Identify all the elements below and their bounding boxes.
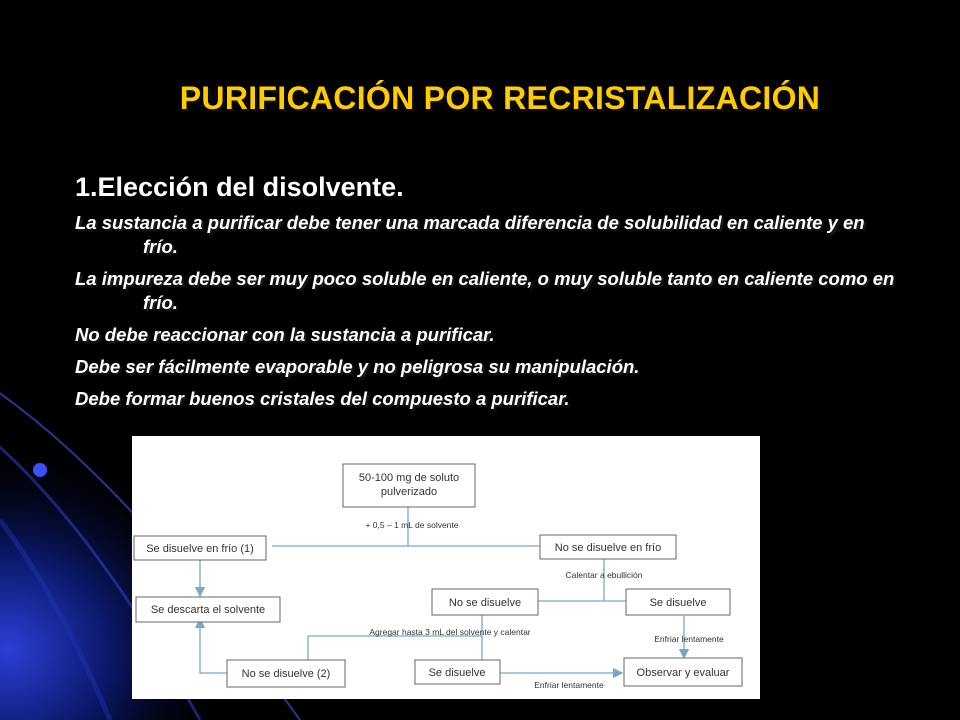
- flow-start-line1: 50-100 mg de soluto: [358, 472, 460, 484]
- flow-heat-boil: Calentar a ebullición: [565, 570, 643, 580]
- flowchart-image: [132, 436, 760, 699]
- flow-not-dissolves: No se disuelve: [448, 597, 522, 609]
- flow-add-solvent: + 0,5 – 1 mL de solvente: [365, 520, 459, 530]
- flow-discard-solvent: Se descarta el solvente: [150, 604, 266, 616]
- flow-observe: Observar y evaluar: [636, 667, 730, 679]
- bullet-dot: [33, 463, 47, 477]
- paragraph-impurity: La impureza debe ser muy poco soluble en caliente, o muy soluble tanto en caliente como en frío.: [75, 268, 895, 313]
- flow-dissolves-cold: Se disuelve en frío (1): [146, 543, 254, 555]
- flow-add-up-to: Agregar hasta 3 mL del solvente y calentar: [369, 627, 531, 637]
- section-heading: 1.Elección del disolvente.: [75, 172, 404, 202]
- paragraph-crystals: Debe formar buenos cristales del compuesto a purificar.: [75, 388, 570, 409]
- paragraph-no-react: No debe reaccionar con la sustancia a purificar.: [75, 324, 495, 345]
- flow-not-dissolves-cold: No se disuelve en frío: [554, 542, 662, 554]
- main-content: [75, 172, 895, 419]
- flow-dissolves: Se disuelve: [649, 597, 707, 609]
- flow-not-dissolves-2: No se disuelve (2): [241, 668, 331, 680]
- page-title: PURIFICACIÓN POR RECRISTALIZACIÓN: [179, 80, 821, 116]
- flowchart-diagram: [132, 436, 760, 699]
- flow-start-line2: pulverizado: [380, 486, 438, 498]
- paragraph-evaporable: Debe ser fácilmente evaporable y no peligrosa su manipulación.: [75, 356, 640, 377]
- flow-dissolves-2: Se disuelve: [428, 667, 486, 679]
- paragraph-solubility: La sustancia a purificar debe tener una marcada diferencia de solubilidad en caliente y en frío.: [75, 212, 865, 257]
- flow-cool-slowly-2: Enfriar lentamente: [534, 680, 604, 690]
- flow-cool-slowly-1: Enfriar lentamente: [654, 634, 724, 644]
